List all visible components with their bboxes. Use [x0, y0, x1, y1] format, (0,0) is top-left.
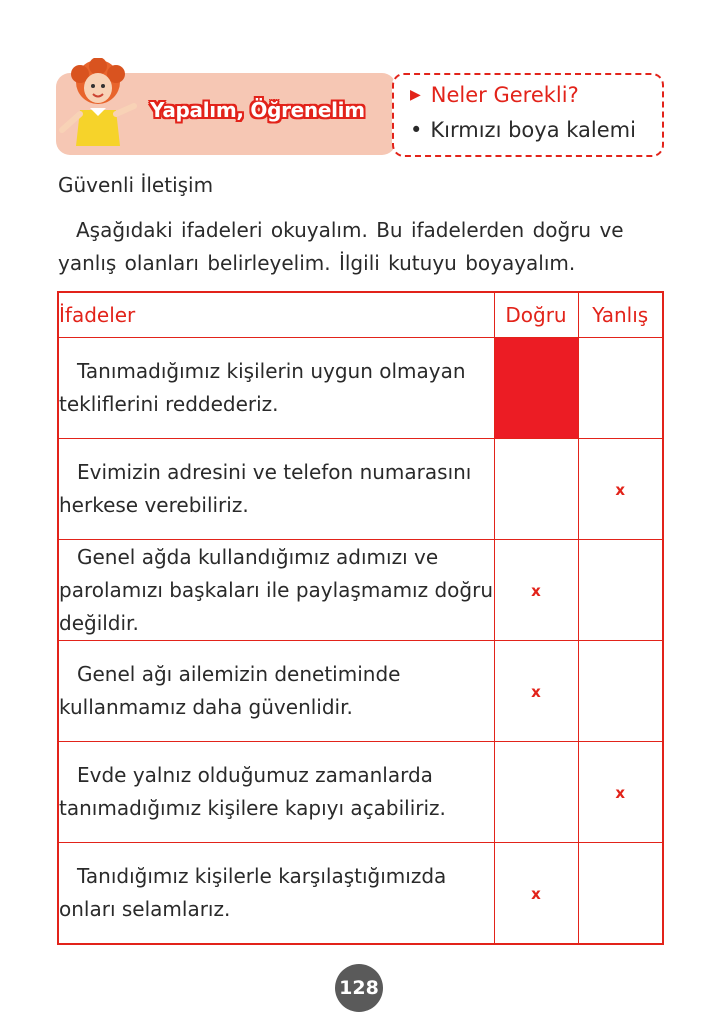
statement-text: Tanıdığımız kişilerle karşılaştığımızda onları selamlarız.	[58, 843, 494, 945]
table-row	[58, 641, 663, 742]
statement-text: Evimizin adresini ve telefon numarasını herkese verebiliriz.	[58, 439, 494, 540]
wrong-cell[interactable]	[578, 641, 663, 742]
banner-title: Yapalım, Öğrenelim	[150, 98, 365, 122]
wrong-cell[interactable]	[578, 338, 663, 439]
header-statements: İfadeler	[58, 292, 494, 338]
x-mark: x	[531, 581, 541, 600]
bullet-icon: •	[410, 118, 423, 142]
header-correct: Doğru	[494, 292, 578, 338]
statement-text: Genel ağı ailemizin denetiminde kullanmamız daha güvenlidir.	[58, 641, 494, 742]
table-row	[58, 439, 663, 540]
statement-text: Evde yalnız olduğumuz zamanlarda tanımadığımız kişilere kapıyı açabiliriz.	[58, 742, 494, 843]
requirements-heading-text: Neler Gerekli?	[430, 83, 579, 107]
triangle-bullet-icon: ▶	[410, 87, 421, 103]
section-title: Güvenli İletişim	[58, 173, 214, 197]
correct-cell[interactable]	[494, 439, 578, 540]
header-wrong: Yanlış	[578, 292, 663, 338]
correct-cell[interactable]	[494, 742, 578, 843]
correct-cell[interactable]	[494, 540, 578, 641]
instruction-paragraph: Aşağıdaki ifadeleri okuyalım. Bu ifadelerden doğru ve yanlış olanları belirleyelim. İlgili kutuyu boyayalım.	[58, 218, 624, 275]
wrong-cell[interactable]	[578, 742, 663, 843]
requirements-box	[392, 73, 664, 157]
girl-mascot-illustration	[58, 58, 138, 154]
x-mark: x	[531, 884, 541, 903]
correct-cell[interactable]	[494, 338, 578, 439]
requirements-item	[410, 118, 636, 142]
correct-cell[interactable]	[494, 843, 578, 945]
wrong-cell[interactable]	[578, 843, 663, 945]
page-number: 128	[335, 964, 383, 1012]
requirements-item-text: Kırmızı boya kalemi	[430, 118, 636, 142]
x-mark: x	[531, 682, 541, 701]
table-row	[58, 540, 663, 641]
table-header-row	[58, 292, 663, 338]
table-row	[58, 338, 663, 439]
x-mark: x	[615, 783, 626, 802]
x-mark: x	[615, 480, 626, 499]
wrong-cell[interactable]	[578, 439, 663, 540]
wrong-cell[interactable]	[578, 540, 663, 641]
table-row	[58, 843, 663, 945]
statement-text: Genel ağda kullandığımız adımızı ve parolamızı başkaları ile paylaşmamız doğru değildir.	[58, 540, 494, 641]
statement-text: Tanımadığımız kişilerin uygun olmayan tekliflerini reddederiz.	[58, 338, 494, 439]
requirements-heading	[410, 83, 579, 107]
table-row	[58, 742, 663, 843]
statements-table	[57, 291, 664, 945]
correct-cell[interactable]	[494, 641, 578, 742]
